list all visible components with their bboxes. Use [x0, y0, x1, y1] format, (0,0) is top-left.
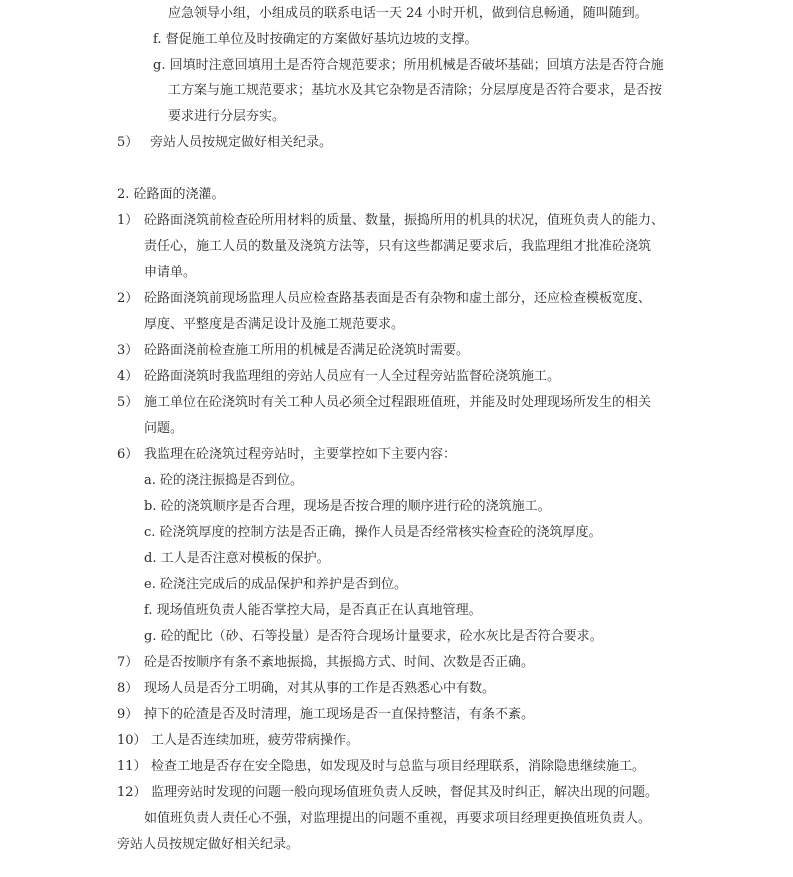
sub-item-b: b. 砼的浇筑顺序是否合理，现场是否按合理的顺序进行砼的浇筑施工。: [144, 499, 551, 514]
item-5b-line1: 施工单位在砼浇筑时有关工种人员必须全过程跟班值班，并能及时处理现场所发生的相关: [144, 395, 652, 410]
item-3-number: 3）: [117, 343, 139, 358]
item-6-number: 6）: [117, 447, 139, 462]
sub-item-g-line1: g. 回填时注意回填用土是否符合规范要求；所用机械是否破坏基础；回填方法是否符合施: [153, 58, 664, 73]
sub-item-g-line2: 工方案与施工规范要求；基坑水及其它杂物是否清除；分层厚度是否符合要求，是否按: [168, 83, 663, 98]
item-9-number: 9）: [117, 707, 139, 722]
item-1-line1: 砼路面浇筑前检查砼所用材料的质量、数量，振捣所用的机具的状况，值班负责人的能力、: [144, 213, 665, 228]
item-12-number: 12）: [117, 785, 147, 800]
para-e-continuation: 应急领导小组，小组成员的联系电话一天 24 小时开机，做到信息畅通，随叫随到。: [168, 6, 648, 21]
item-12-continuation: 如值班负责人责任心不强，对监理提出的问题不重视，再要求项目经理更换值班负责人。: [144, 811, 652, 826]
item-2-line2: 厚度、平整度是否满足设计及施工规范要求。: [144, 317, 405, 332]
item-1-line3: 申请单。: [144, 265, 197, 280]
item-5b-number: 5）: [117, 395, 139, 410]
item-9-text: 掉下的砼渣是否及时清理，施工现场是否一直保持整洁，有条不紊。: [144, 707, 535, 722]
sub-item-f: f. 督促施工单位及时按确定的方案做好基坑边坡的支撑。: [153, 32, 478, 47]
sub-item-g2: g. 砼的配比（砂、石等投量）是否符合现场计量要求，砼水灰比是否符合要求。: [144, 629, 603, 644]
item-5-number: 5）: [117, 135, 139, 150]
item-8-text: 现场人员是否分工明确，对其从事的工作是否熟悉心中有数。: [144, 681, 496, 696]
sub-item-c: c. 砼浇筑厚度的控制方法是否正确，操作人员是否经常核实检查砼的浇筑厚度。: [144, 525, 602, 540]
item-3-line1: 砼路面浇前检查施工所用的机械是否满足砼浇筑时需要。: [144, 343, 470, 358]
item-1-number: 1）: [117, 213, 139, 228]
sub-item-e: e. 砼浇注完成后的成品保护和养护是否到位。: [144, 577, 407, 592]
item-11-text: 检查工地是否存在安全隐患，如发现及时与总监与项目经理联系，消除隐患继续施工。: [151, 759, 646, 774]
item-8-number: 8）: [117, 681, 139, 696]
item-2-number: 2）: [117, 291, 139, 306]
item-5-text: 旁站人员按规定做好相关纪录。: [150, 135, 333, 150]
sub-item-g-line3: 要求进行分层夯实。: [168, 109, 286, 124]
sub-item-a: a. 砼的浇注振捣是否到位。: [144, 473, 304, 488]
item-7-text: 砼是否按顺序有条不紊地振捣，其振捣方式、时间、次数是否正确。: [144, 655, 535, 670]
section-heading: 2. 砼路面的浇灌。: [117, 187, 225, 202]
sub-item-d: d. 工人是否注意对模板的保护。: [144, 551, 330, 566]
item-11-number: 11）: [117, 759, 147, 774]
item-6-line1: 我监理在砼浇筑过程旁站时，主要掌控如下主要内容：: [144, 447, 457, 462]
item-2-line1: 砼路面浇筑前现场监理人员应检查路基表面是否有杂物和虚土部分，还应检查模板宽度、: [144, 291, 652, 306]
item-5b-line2: 问题。: [144, 421, 184, 436]
item-4-number: 4）: [117, 369, 139, 384]
item-10-text: 工人是否连续加班，疲劳带病操作。: [151, 733, 360, 748]
item-12-text: 监理旁站时发现的问题一般向现场值班负责人反映，督促其及时纠正，解决出现的问题。: [151, 785, 659, 800]
item-7-number: 7）: [117, 655, 139, 670]
sub-item-f2: f. 现场值班负责人能否掌控大局，是否真正在认真地管理。: [144, 603, 482, 618]
item-1-line2: 责任心，施工人员的数量及浇筑方法等，只有这些都满足要求后，我监理组才批准砼浇筑: [144, 239, 652, 254]
item-4-line1: 砼路面浇筑时我监理组的旁站人员应有一人全过程旁站监督砼浇筑施工。: [144, 369, 561, 384]
closing-line: 旁站人员按规定做好相关纪录。: [117, 837, 300, 852]
item-10-number: 10）: [117, 733, 147, 748]
